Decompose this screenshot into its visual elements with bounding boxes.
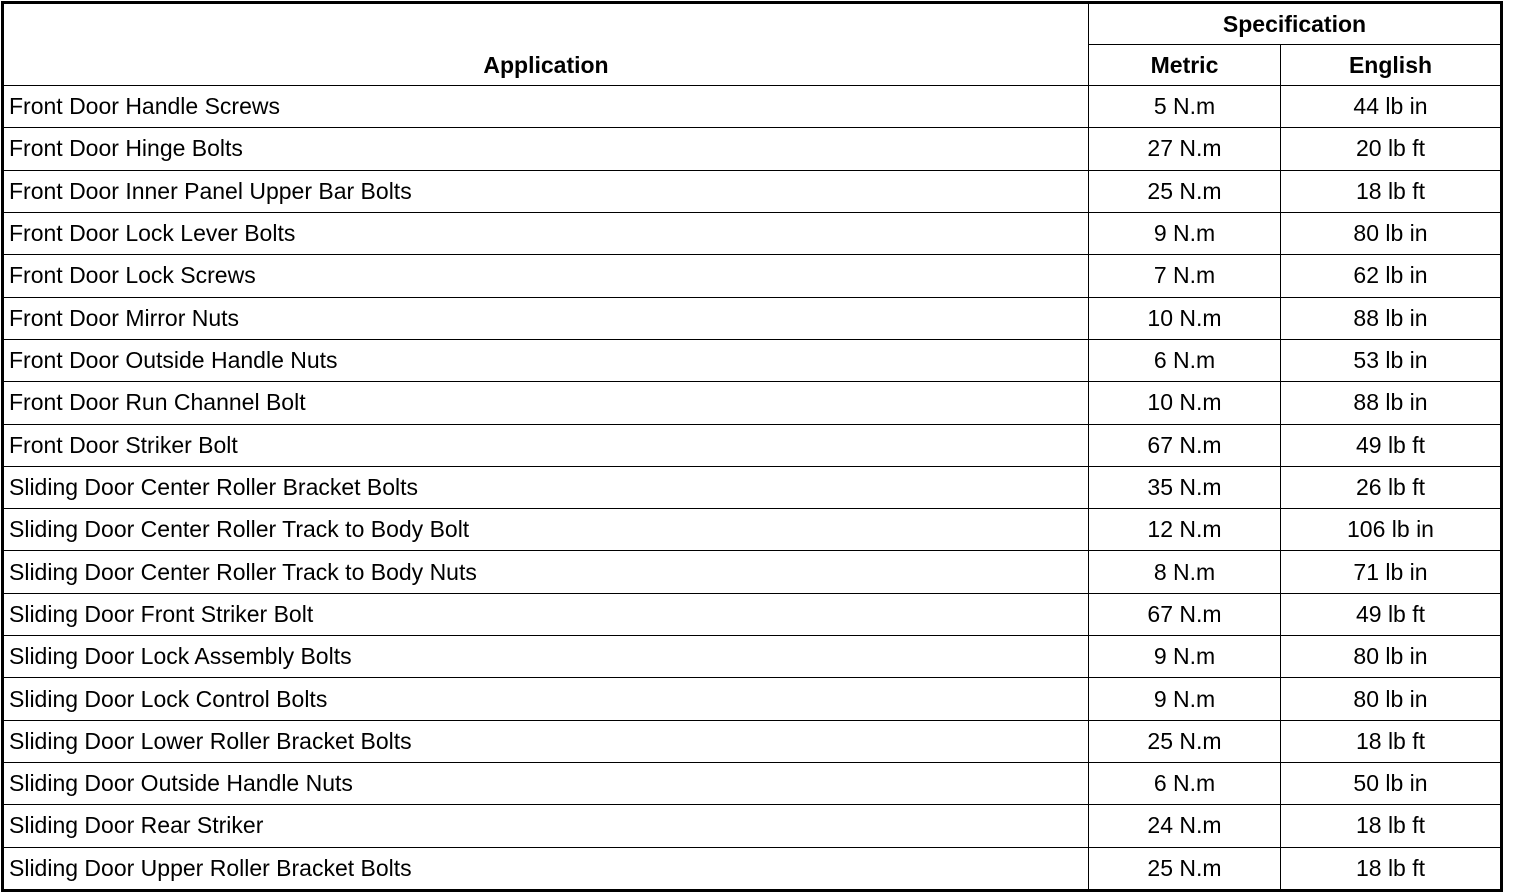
cell-english: 26 lb ft (1281, 466, 1502, 508)
cell-application: Sliding Door Lower Roller Bracket Bolts (3, 720, 1089, 762)
cell-metric: 35 N.m (1089, 466, 1281, 508)
cell-english: 88 lb in (1281, 297, 1502, 339)
table-row (3, 297, 1502, 339)
cell-metric: 9 N.m (1089, 212, 1281, 254)
cell-english: 50 lb in (1281, 763, 1502, 805)
cell-english: 106 lb in (1281, 509, 1502, 551)
table-row (3, 255, 1502, 297)
cell-metric: 8 N.m (1089, 551, 1281, 593)
table-row (3, 382, 1502, 424)
cell-metric: 7 N.m (1089, 255, 1281, 297)
cell-application: Sliding Door Center Roller Bracket Bolts (3, 466, 1089, 508)
cell-application: Sliding Door Upper Roller Bracket Bolts (3, 847, 1089, 890)
cell-english: 44 lb in (1281, 86, 1502, 128)
table-row (3, 128, 1502, 170)
table-row (3, 339, 1502, 381)
cell-english: 18 lb ft (1281, 720, 1502, 762)
table-row (3, 847, 1502, 890)
table-row (3, 212, 1502, 254)
table-row (3, 551, 1502, 593)
header-specification: Specification (1089, 3, 1502, 45)
cell-application: Sliding Door Center Roller Track to Body Bolt (3, 509, 1089, 551)
table-row (3, 805, 1502, 847)
cell-metric: 27 N.m (1089, 128, 1281, 170)
cell-application: Front Door Inner Panel Upper Bar Bolts (3, 170, 1089, 212)
cell-metric: 25 N.m (1089, 847, 1281, 890)
cell-english: 49 lb ft (1281, 593, 1502, 635)
cell-application: Sliding Door Outside Handle Nuts (3, 763, 1089, 805)
cell-metric: 67 N.m (1089, 593, 1281, 635)
cell-application: Sliding Door Center Roller Track to Body Nuts (3, 551, 1089, 593)
cell-english: 80 lb in (1281, 678, 1502, 720)
table-row (3, 593, 1502, 635)
cell-application: Front Door Outside Handle Nuts (3, 339, 1089, 381)
cell-metric: 9 N.m (1089, 636, 1281, 678)
table-body (3, 86, 1502, 891)
cell-application: Front Door Lock Screws (3, 255, 1089, 297)
cell-english: 49 lb ft (1281, 424, 1502, 466)
table-row (3, 509, 1502, 551)
cell-metric: 24 N.m (1089, 805, 1281, 847)
cell-application: Front Door Handle Screws (3, 86, 1089, 128)
cell-metric: 12 N.m (1089, 509, 1281, 551)
cell-metric: 5 N.m (1089, 86, 1281, 128)
cell-metric: 9 N.m (1089, 678, 1281, 720)
cell-english: 18 lb ft (1281, 170, 1502, 212)
cell-english: 18 lb ft (1281, 805, 1502, 847)
header-row-1 (3, 3, 1502, 45)
cell-english: 80 lb in (1281, 636, 1502, 678)
cell-metric: 10 N.m (1089, 297, 1281, 339)
cell-english: 71 lb in (1281, 551, 1502, 593)
cell-application: Front Door Hinge Bolts (3, 128, 1089, 170)
cell-application: Front Door Run Channel Bolt (3, 382, 1089, 424)
cell-application: Front Door Mirror Nuts (3, 297, 1089, 339)
header-english: English (1281, 45, 1502, 86)
cell-english: 62 lb in (1281, 255, 1502, 297)
cell-metric: 10 N.m (1089, 382, 1281, 424)
cell-application: Sliding Door Front Striker Bolt (3, 593, 1089, 635)
cell-metric: 6 N.m (1089, 763, 1281, 805)
cell-metric: 25 N.m (1089, 720, 1281, 762)
table-row (3, 720, 1502, 762)
cell-english: 53 lb in (1281, 339, 1502, 381)
table-row (3, 763, 1502, 805)
table-row (3, 466, 1502, 508)
cell-application: Sliding Door Lock Control Bolts (3, 678, 1089, 720)
cell-english: 88 lb in (1281, 382, 1502, 424)
table-row (3, 636, 1502, 678)
cell-application: Sliding Door Rear Striker (3, 805, 1089, 847)
cell-english: 80 lb in (1281, 212, 1502, 254)
cell-application: Front Door Lock Lever Bolts (3, 212, 1089, 254)
torque-spec-table (1, 1, 1503, 892)
cell-application: Front Door Striker Bolt (3, 424, 1089, 466)
cell-metric: 6 N.m (1089, 339, 1281, 381)
table-row (3, 86, 1502, 128)
cell-english: 18 lb ft (1281, 847, 1502, 890)
table-row (3, 170, 1502, 212)
table-row (3, 678, 1502, 720)
header-metric: Metric (1089, 45, 1281, 86)
header-application: Application (3, 3, 1089, 86)
table-row (3, 424, 1502, 466)
cell-metric: 25 N.m (1089, 170, 1281, 212)
cell-metric: 67 N.m (1089, 424, 1281, 466)
cell-english: 20 lb ft (1281, 128, 1502, 170)
cell-application: Sliding Door Lock Assembly Bolts (3, 636, 1089, 678)
